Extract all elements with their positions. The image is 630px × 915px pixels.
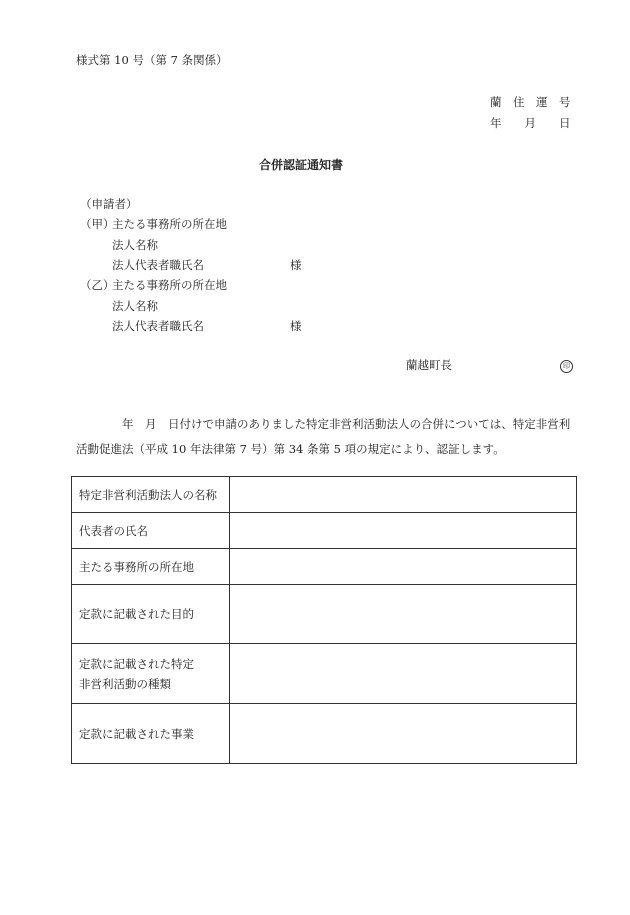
table-row: [72, 704, 577, 764]
certification-text-content: 年 月 日付けで申請のありました特定非営利活動法人の合併については、特定非営利活動促進法（平成 10 年法律第 7 号）第 34 条第 5 項の規定により、認証します。: [76, 417, 571, 456]
party-b-rep-label: 法人代表者職氏名: [112, 319, 204, 333]
certification-text: [76, 412, 578, 462]
party-b-name-label: 法人名称: [112, 299, 158, 313]
issue-date: 年 月 日: [490, 116, 571, 130]
party-a-honorific: 様: [290, 258, 302, 272]
party-b-label: （乙）: [80, 278, 115, 292]
table-row: [72, 644, 577, 704]
row-label-cell: [72, 644, 230, 704]
party-b-honorific: 様: [290, 319, 302, 333]
applicant-header: （申請者）: [80, 197, 138, 211]
row-label: 定款に記載された目的: [79, 607, 194, 621]
row-label-cell: [72, 477, 230, 513]
table-row: [72, 513, 577, 549]
row-value-cell: [230, 513, 577, 549]
table-row: [72, 549, 577, 585]
row-label-cell: [72, 549, 230, 585]
table-row: [72, 477, 577, 513]
row-label-cell: [72, 585, 230, 644]
party-a-name-label: 法人名称: [112, 238, 158, 252]
row-label: 非営利活動の種類: [79, 676, 171, 691]
row-value-cell: [230, 585, 577, 644]
row-label-cell: [72, 513, 230, 549]
party-a-rep-label: 法人代表者職氏名: [112, 258, 204, 272]
row-value-cell: [230, 644, 577, 704]
reference-number: 蘭 住 運 号: [490, 95, 571, 109]
corporation-info-table: [71, 476, 577, 764]
seal-icon: 印: [560, 360, 573, 373]
row-label: 主たる事務所の所在地: [79, 559, 194, 574]
row-label: 代表者の氏名: [79, 523, 148, 538]
table-row: [72, 585, 577, 644]
row-label: 特定非営利活動法人の名称: [79, 487, 217, 502]
party-a-address-label: 主たる事務所の所在地: [112, 217, 227, 231]
party-a-label: （甲）: [80, 217, 115, 231]
party-b-address-label: 主たる事務所の所在地: [112, 278, 227, 292]
row-value-cell: [230, 549, 577, 585]
row-label: 定款に記載された特定: [79, 656, 194, 671]
row-label-cell: [72, 704, 230, 764]
form-number: 様式第 10 号（第 7 条関係）: [76, 53, 228, 67]
seal-mark: [560, 357, 573, 373]
row-value-cell: [230, 477, 577, 513]
row-value-cell: [230, 704, 577, 764]
document-title: 合併認証通知書: [259, 158, 344, 172]
issuer-name: 蘭越町長: [406, 358, 452, 372]
row-label: 定款に記載された事業: [79, 726, 194, 741]
